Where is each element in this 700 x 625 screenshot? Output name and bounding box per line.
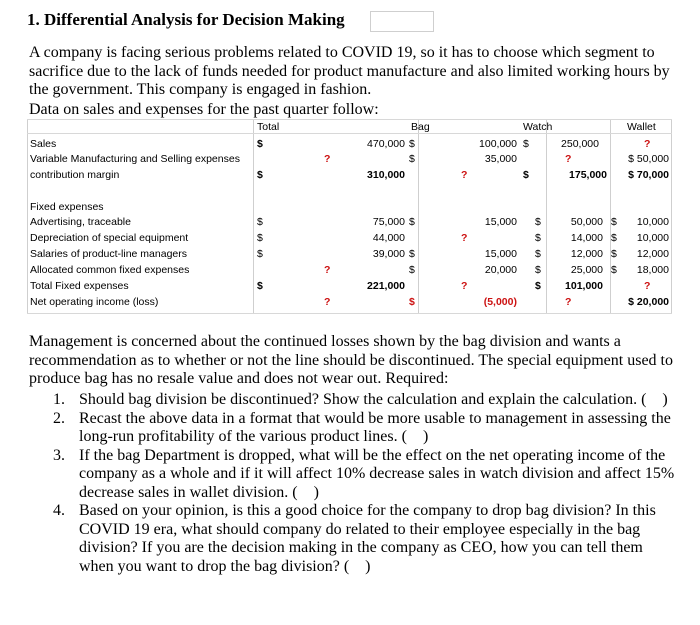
cell-total: $ [257, 216, 263, 228]
question-text: Based on your opinion, is this a good choice for the company to drop bag division? In this COVID 19 era, what should company do related to their employee especially in the bag division? If you are the decision making in the company as CEO, how you can tell them when you want to drop the bag division? ( [79, 502, 656, 575]
cell-wallet-currency: $ [611, 264, 617, 276]
section-label: Fixed expenses [30, 201, 104, 213]
cell-wallet: 14,000 [570, 232, 603, 244]
cell-wallet-currency: $ [611, 232, 617, 244]
question-number: 3. [53, 446, 65, 464]
cell-bag-missing: ? [461, 280, 468, 292]
question-number: 4. [53, 502, 65, 519]
question-item [29, 447, 679, 503]
cell-bag-missing: ? [461, 169, 468, 181]
question-text: Should bag division be discontinued? Show the calculation and explain the calculation. ( [79, 391, 647, 408]
data-label: Data on sales and expenses for the past quarter follow: [29, 101, 379, 118]
row-label: Salaries of product-line managers [30, 248, 187, 260]
cell-wallet: 25,000 [570, 264, 603, 276]
cell-wallet-2: 18,000 [636, 264, 669, 276]
cell-bag: 470,000 [367, 138, 405, 150]
question-close: ) [313, 483, 319, 501]
header-wallet: Wallet [627, 121, 656, 133]
cell-wallet: $ 20,000 [628, 296, 669, 308]
financial-table [27, 119, 672, 314]
row-label: contribution margin [30, 169, 120, 181]
cell-total-missing: ? [324, 296, 331, 308]
cell-wallet-currency: $ [611, 248, 617, 260]
document-title: 1. Differential Analysis for Decision Making [27, 10, 345, 29]
cell-watch: 100,000 [479, 138, 517, 150]
question-text: If the bag Department is dropped, what will be the effect on the net operating income of the company as a whole and if it will affect 10% decrease sales in watch division and affect 15% decrease sales in wallet division. ( [79, 446, 675, 501]
cell-watch-currency: $ [523, 138, 529, 150]
cell-total: $ [257, 248, 263, 260]
cell-bag-currency: $ [409, 216, 415, 228]
cell-watch-currency: $ [535, 264, 541, 276]
cell-total-missing: ? [324, 264, 331, 276]
cell-bag-currency: $ [409, 138, 415, 150]
cell-wallet-2: 12,000 [636, 248, 669, 260]
cell-watch: (5,000) [483, 296, 517, 308]
cell-wallet-2: 10,000 [636, 232, 669, 244]
question-close: ) [365, 557, 371, 575]
cell-bag-currency: $ [409, 248, 415, 260]
cell-watch: 35,000 [484, 153, 517, 165]
row-label: Net operating income (loss) [30, 296, 159, 308]
cell-watch: 20,000 [484, 264, 517, 276]
cell-watch: 175,000 [569, 169, 607, 181]
row-label: Allocated common fixed expenses [30, 264, 190, 276]
cell-wallet-currency: $ [611, 216, 617, 228]
cell-watch-missing: ? [565, 153, 572, 165]
cell-wallet: $ 50,000 [628, 153, 669, 165]
cell-total: $ [257, 232, 263, 244]
cell-bag-missing: ? [461, 232, 468, 244]
cell-wallet: 50,000 [570, 216, 603, 228]
cell-wallet-2: 10,000 [636, 216, 669, 228]
cell-total: $ [257, 138, 263, 150]
header-watch: Watch [523, 121, 553, 133]
cell-bag-currency: $ [409, 153, 415, 165]
cell-total: $ [257, 280, 263, 292]
cell-bag: 75,000 [372, 216, 405, 228]
cell-wallet: $ 70,000 [628, 169, 669, 181]
cell-wallet: 101,000 [565, 280, 603, 292]
question-close: ) [662, 391, 668, 408]
question-number: 1. [53, 391, 65, 408]
row-label: Depreciation of special equipment [30, 232, 189, 244]
row-label: Total Fixed expenses [30, 280, 129, 292]
cell-bag: 39,000 [372, 248, 405, 260]
question-item [29, 410, 679, 447]
row-label: Advertising, traceable [30, 216, 131, 228]
question-item [29, 391, 679, 410]
question-item [29, 502, 679, 576]
intro-paragraph: A company is facing serious problems related to COVID 19, so it has to choose which segment to sacrifice due to the lack of funds needed for product manufacture and also limited working hours by the government. This company is engaged in fashion. [29, 44, 670, 98]
header-bag: Bag [411, 121, 430, 133]
cell-bag-currency: $ [409, 264, 415, 276]
cell-watch: 15,000 [484, 216, 517, 228]
cell-bag: 310,000 [367, 169, 405, 181]
header-total: Total [257, 121, 280, 133]
cell-watch-missing: ? [565, 296, 572, 308]
management-paragraph: Management is concerned about the continued losses shown by the bag division and wants a recommendation as to whether or not the line should be discontinued. The special equipment used to produce bag has no resale value and does not wear out. Required: [29, 333, 673, 387]
cell-watch: 15,000 [484, 248, 517, 260]
question-list [29, 391, 679, 576]
cell-watch-currency: $ [535, 216, 541, 228]
question-number: 2. [53, 409, 65, 427]
cell-watch-currency: $ [523, 169, 529, 181]
cell-watch-currency: $ [535, 232, 541, 244]
cell-watch-currency: $ [535, 280, 541, 292]
cell-bag: 44,000 [372, 232, 405, 244]
cell-bag: 221,000 [367, 280, 405, 292]
row-label: Sales [30, 138, 57, 150]
cell-wallet: 250,000 [561, 138, 599, 150]
question-text: Recast the above data in a format that would be more usable to management in assessing the long-run profitability of the various product lines. ( [79, 409, 671, 445]
cell-wallet-missing: ? [644, 138, 651, 150]
cell-wallet: 12,000 [570, 248, 603, 260]
answer-box [370, 11, 434, 32]
cell-total: $ [257, 169, 263, 181]
cell-watch-currency: $ [535, 248, 541, 260]
cell-bag-currency: $ [409, 296, 415, 308]
row-label: Variable Manufacturing and Selling expenses [30, 153, 240, 165]
cell-total-missing: ? [324, 153, 331, 165]
cell-wallet-missing: ? [644, 280, 651, 292]
question-close: ) [422, 428, 429, 445]
